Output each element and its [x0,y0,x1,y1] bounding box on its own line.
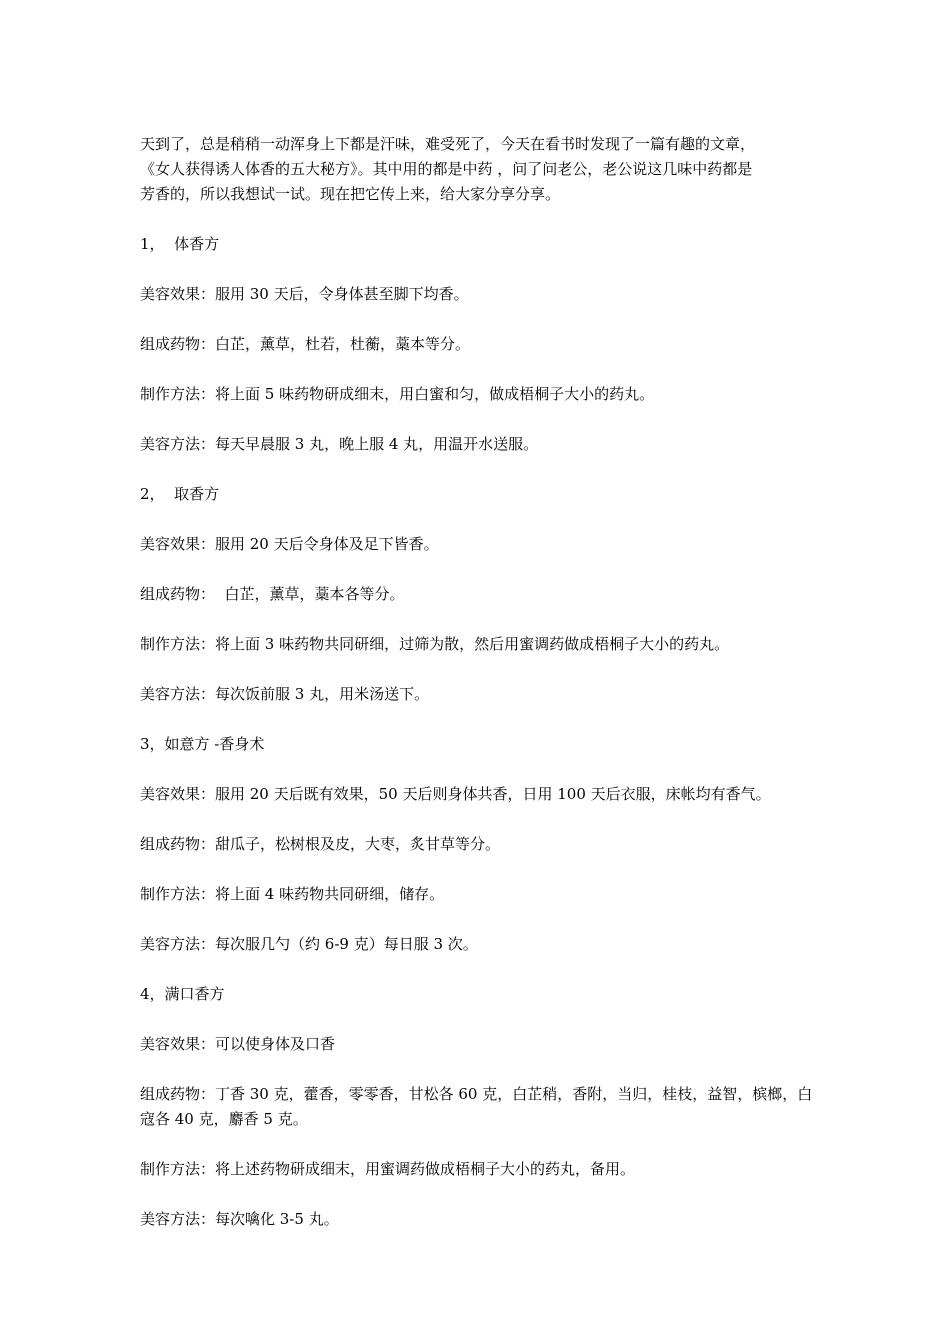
section-3-heading: 3，如意方 -香身术 [140,735,265,753]
section-2-heading: 2， 取香方 [140,485,220,503]
section-4-ingredients [140,1082,820,1132]
section-1-ingredients: 组成药物：白芷，薰草，杜若，杜蘅，藁本等分。 [140,335,471,353]
intro-paragraph [140,132,820,207]
section-4-effect: 美容效果：可以使身体及口香 [140,1035,336,1053]
section-2-ingredients: 组成药物： 白芷，薰草，藁本各等分。 [140,585,405,603]
section-3-usage: 美容方法：每次服几勺（约 6-9 克）每日服 3 次。 [140,935,478,953]
section-1-effect: 美容效果：服用 30 天后，令身体甚至脚下均香。 [140,285,469,303]
section-4-ingredients-line-1: 组成药物：丁香 30 克，藿香，零零香，甘松各 60 克，白芷稍，香附，当归，桂枝，益智，槟榔，白 [140,1085,813,1103]
section-2-usage: 美容方法：每次饭前服 3 丸，用米汤送下。 [140,685,430,703]
section-3-effect: 美容效果：服用 20 天后既有效果，50 天后则身体共香，日用 100 天后衣服，床帐均有香气。 [140,785,771,803]
section-4-ingredients-line-2: 寇各 40 克，麝香 5 克。 [140,1110,308,1128]
intro-line-3: 芳香的，所以我想试一试。现在把它传上来，给大家分享分享。 [140,185,561,203]
section-1-usage: 美容方法：每天早晨服 3 丸，晚上服 4 丸，用温开水送服。 [140,435,539,453]
section-3-ingredients: 组成药物：甜瓜子，松树根及皮，大枣，炙甘草等分。 [140,835,501,853]
section-2-method: 制作方法：将上面 3 味药物共同研细，过筛为散，然后用蜜调药做成梧桐子大小的药丸。 [140,635,730,653]
section-4-usage: 美容方法：每次噙化 3-5 丸。 [140,1210,339,1228]
section-1-heading: 1， 体香方 [140,235,220,253]
document-body [140,132,820,1257]
intro-line-2: 《女人获得诱人体香的五大秘方》。其中用的都是中药 ，问了问老公，老公说这几味中药都是 [140,160,753,178]
section-4-method: 制作方法：将上述药物研成细末，用蜜调药做成梧桐子大小的药丸，备用。 [140,1160,636,1178]
intro-line-1: 天到了，总是稍稍一动浑身上下都是汗味，难受死了，今天在看书时发现了一篇有趣的文章， [140,135,756,153]
section-2-effect: 美容效果：服用 20 天后令身体及足下皆香。 [140,535,439,553]
section-3-method: 制作方法：将上面 4 味药物共同研细，储存。 [140,885,445,903]
section-4-heading: 4，满口香方 [140,985,225,1003]
section-1-method: 制作方法：将上面 5 味药物研成细末，用白蜜和匀，做成梧桐子大小的药丸。 [140,385,655,403]
